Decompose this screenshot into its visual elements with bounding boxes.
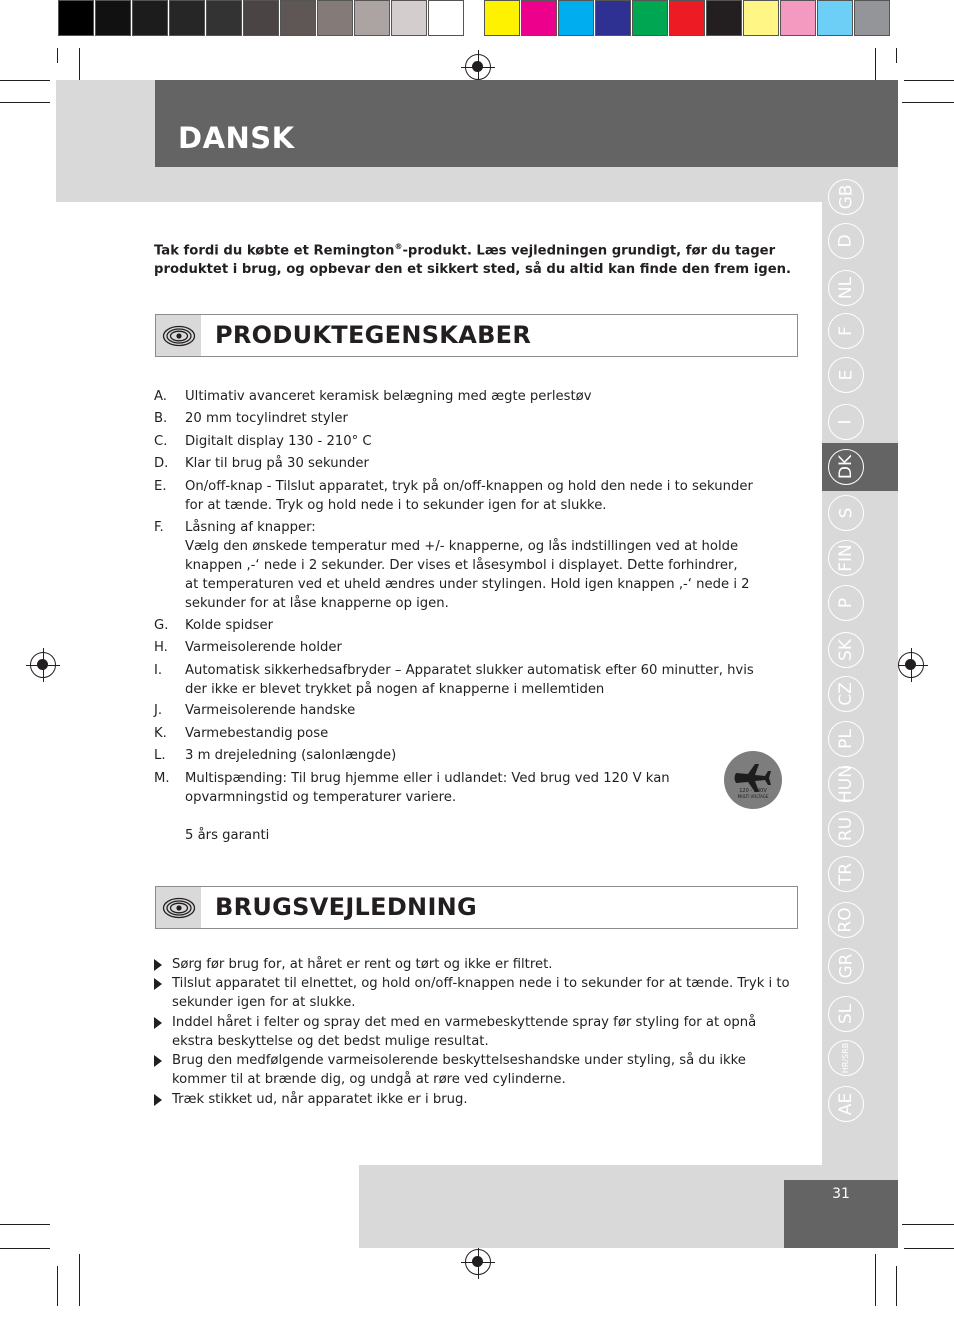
feature-text: Digitalt display 130 - 210° C bbox=[185, 434, 372, 449]
voltage-badge bbox=[724, 751, 782, 809]
language-tab-dk[interactable] bbox=[828, 449, 864, 485]
color-swatch bbox=[854, 0, 890, 36]
crop-mark bbox=[902, 102, 954, 103]
feature-key: A. bbox=[154, 389, 167, 404]
triangle-bullet-icon bbox=[154, 978, 162, 990]
crop-mark bbox=[896, 48, 897, 63]
language-tab-ro[interactable] bbox=[828, 902, 864, 938]
feature-text: Varmeisolerende handske bbox=[185, 703, 356, 718]
feature-text: 3 m drejeledning (salonlængde) bbox=[185, 748, 397, 763]
language-tab-i[interactable] bbox=[828, 404, 864, 440]
language-tab-label: I bbox=[835, 419, 856, 425]
warranty-text: 5 års garanti bbox=[185, 828, 270, 843]
language-tab-label: SL bbox=[835, 1003, 856, 1025]
feature-key: D. bbox=[154, 456, 169, 471]
feature-text: Klar til brug på 30 sekunder bbox=[185, 456, 369, 471]
color-swatch bbox=[243, 0, 279, 36]
registration-mark-icon bbox=[898, 652, 924, 678]
feature-text: Automatisk sikkerhedsafbryder – Apparatet slukker automatisk efter 60 minutter, hvis der ikke er blevet trykket på nogen af knapperne i mellemtiden bbox=[185, 663, 754, 697]
feature-text: On/off-knap - Tilslut apparatet, tryk på on/off-knappen og hold den nede i to sekunder for at tænde. Tryk og hold nede i to sekunder igen for at slukke. bbox=[185, 479, 753, 513]
language-tab-sk[interactable] bbox=[828, 632, 864, 668]
language-tab-label: TR bbox=[835, 862, 856, 886]
feature-key: G. bbox=[154, 618, 169, 633]
language-tab-p[interactable] bbox=[828, 585, 864, 621]
feature-key: H. bbox=[154, 640, 168, 655]
section-title: PRODUKTEGENSKABER bbox=[215, 321, 532, 349]
feature-text: Multispænding: Til brug hjemme eller i udlandet: Ved brug ved 120 V kan opvarmningstid og temperaturer variere. bbox=[185, 771, 670, 805]
section-header-usage bbox=[155, 886, 798, 929]
language-tab-label: HUN bbox=[836, 765, 857, 803]
voltage-sublabel: MULTI VOLTAGE bbox=[737, 794, 769, 799]
color-swatch bbox=[558, 0, 594, 36]
color-swatch bbox=[132, 0, 168, 36]
feature-text: Varmebestandig pose bbox=[185, 726, 329, 741]
language-tab-e[interactable] bbox=[828, 357, 864, 393]
feature-key: I. bbox=[154, 663, 163, 678]
usage-text: Inddel håret i felter og spray det med en varmebeskyttende spray før styling for at opnå ekstra beskyttelse og det bedst mulige resultat. bbox=[172, 1015, 757, 1049]
crop-mark bbox=[0, 102, 50, 103]
intro-text: Tak fordi du købte et Remington®-produkt. Læs vejledningen grundigt, før du tager produktet i brug, og opbevar den et sikkert sted, så du altid kan finde den frem igen. bbox=[154, 242, 792, 278]
color-swatch bbox=[58, 0, 94, 36]
registration-mark-icon bbox=[465, 54, 491, 80]
language-tab-hr-srb[interactable] bbox=[828, 1040, 864, 1076]
color-swatch bbox=[391, 0, 427, 36]
crop-mark bbox=[896, 1266, 897, 1306]
feature-text: Kolde spidser bbox=[185, 618, 274, 633]
feature-key: B. bbox=[154, 411, 168, 426]
triangle-bullet-icon bbox=[154, 1017, 162, 1029]
language-tab-label: AE bbox=[836, 1092, 856, 1116]
language-tab-label: DK bbox=[836, 454, 856, 480]
language-tab-cz[interactable] bbox=[828, 676, 864, 712]
crop-mark bbox=[79, 1254, 80, 1306]
crop-mark bbox=[57, 48, 58, 63]
crop-mark bbox=[57, 1266, 58, 1306]
language-tab-label: RO bbox=[835, 907, 856, 933]
language-tab-ru[interactable] bbox=[828, 811, 864, 847]
language-tab-label: GB bbox=[836, 184, 856, 210]
section-header-features bbox=[155, 314, 798, 357]
language-tab-d[interactable] bbox=[828, 223, 864, 259]
language-tab-label: S bbox=[835, 507, 856, 519]
language-tab-nl[interactable] bbox=[828, 270, 864, 306]
color-swatch-strip bbox=[484, 0, 891, 38]
feature-key: J. bbox=[154, 703, 163, 718]
color-swatch bbox=[484, 0, 520, 36]
color-swatch bbox=[280, 0, 316, 36]
gray-swatch-strip bbox=[58, 0, 465, 38]
crop-mark bbox=[0, 1224, 50, 1225]
feature-key: K. bbox=[154, 726, 167, 741]
usage-text: Brug den medfølgende varmeisolerende beskyttelseshandske under styling, så du ikke kommer til at brænde dig, og undgå at røre ved cylinderne. bbox=[172, 1053, 746, 1087]
language-tab-gr[interactable] bbox=[828, 948, 864, 984]
crop-mark bbox=[904, 80, 954, 81]
color-swatch bbox=[780, 0, 816, 36]
color-swatch bbox=[817, 0, 853, 36]
feature-text: Ultimativ avanceret keramisk belægning med ægte perlestøv bbox=[185, 389, 592, 404]
page-number: 31 bbox=[832, 1186, 850, 1202]
eye-icon bbox=[156, 887, 201, 928]
language-tab-label: NL bbox=[835, 276, 856, 300]
color-swatch bbox=[95, 0, 131, 36]
registration-mark-icon bbox=[465, 1249, 491, 1275]
language-tab-label: RU bbox=[835, 816, 856, 842]
section-title: BRUGSVEJLEDNING bbox=[215, 893, 478, 921]
color-swatch bbox=[317, 0, 353, 36]
language-tab-label: GR bbox=[836, 953, 856, 979]
page-number-box bbox=[784, 1180, 898, 1248]
crop-mark bbox=[875, 1254, 876, 1306]
feature-text: Varmeisolerende holder bbox=[185, 640, 342, 655]
eye-icon bbox=[156, 315, 201, 356]
color-swatch bbox=[669, 0, 705, 36]
language-tab-sl[interactable] bbox=[828, 996, 864, 1032]
language-tab-label: FIN bbox=[835, 544, 856, 572]
language-tab-label: HR/SRB bbox=[841, 1042, 850, 1074]
feature-key: C. bbox=[154, 434, 168, 449]
registration-mark-icon bbox=[30, 652, 56, 678]
language-tab-label: D bbox=[836, 234, 856, 248]
color-swatch bbox=[428, 0, 464, 36]
color-swatch bbox=[521, 0, 557, 36]
triangle-bullet-icon bbox=[154, 1055, 162, 1067]
feature-key: E. bbox=[154, 479, 167, 494]
feature-key: L. bbox=[154, 748, 166, 763]
feature-text: Låsning af knapper: Vælg den ønskede temperatur med +/- knapperne, og lås indstillingen ved at holde knappen ,-‘ nede i 2 sekunder. Der vises et låsesymbol i displayet. Dette forhindrer, at temperaturen ved et uheld ændres under stylingen. Hold igen knappen ,-‘ nede i 2 sekunder for at låse knapperne op igen. bbox=[185, 520, 750, 611]
language-tab-hun[interactable] bbox=[828, 766, 864, 802]
triangle-bullet-icon bbox=[154, 959, 162, 971]
voltage-label: 120 - 240V bbox=[739, 788, 767, 794]
triangle-bullet-icon bbox=[154, 1094, 162, 1106]
crop-mark bbox=[902, 1224, 954, 1225]
feature-key: M. bbox=[154, 771, 170, 786]
usage-text: Sørg før brug for, at håret er rent og tørt og ikke er filtret. bbox=[172, 957, 553, 972]
color-swatch bbox=[595, 0, 631, 36]
language-tab-s[interactable] bbox=[828, 495, 864, 531]
crop-mark bbox=[904, 1248, 954, 1249]
usage-text: Tilslut apparatet til elnettet, og hold on/off-knappen nede i to sekunder for at tænde. Tryk i to sekunder igen for at slukke. bbox=[172, 976, 790, 1010]
usage-text: Træk stikket ud, når apparatet ikke er i brug. bbox=[172, 1092, 468, 1107]
language-tab-label: E bbox=[836, 369, 856, 381]
feature-text: 20 mm tocylindret styler bbox=[185, 411, 348, 426]
language-tab-label: PL bbox=[835, 729, 856, 749]
language-tab-ae[interactable] bbox=[828, 1086, 864, 1122]
feature-key: F. bbox=[154, 520, 164, 535]
color-swatch bbox=[743, 0, 779, 36]
color-swatch bbox=[706, 0, 742, 36]
crop-mark bbox=[0, 80, 50, 81]
color-swatch bbox=[206, 0, 242, 36]
language-tab-pl[interactable] bbox=[828, 721, 864, 757]
language-tab-label: F bbox=[836, 326, 856, 336]
language-tab-fin[interactable] bbox=[828, 540, 864, 576]
color-swatch bbox=[632, 0, 668, 36]
language-tab-gb[interactable] bbox=[828, 179, 864, 215]
color-swatch bbox=[169, 0, 205, 36]
airplane-icon bbox=[724, 751, 782, 809]
language-tab-label: SK bbox=[835, 639, 856, 661]
language-tab-tr[interactable] bbox=[828, 856, 864, 892]
page-title: DANSK bbox=[178, 121, 295, 155]
color-swatch bbox=[354, 0, 390, 36]
language-tab-label: P bbox=[835, 597, 856, 609]
language-tab-label: CZ bbox=[836, 682, 856, 706]
language-tab-f[interactable] bbox=[828, 313, 864, 349]
crop-mark bbox=[0, 1248, 50, 1249]
